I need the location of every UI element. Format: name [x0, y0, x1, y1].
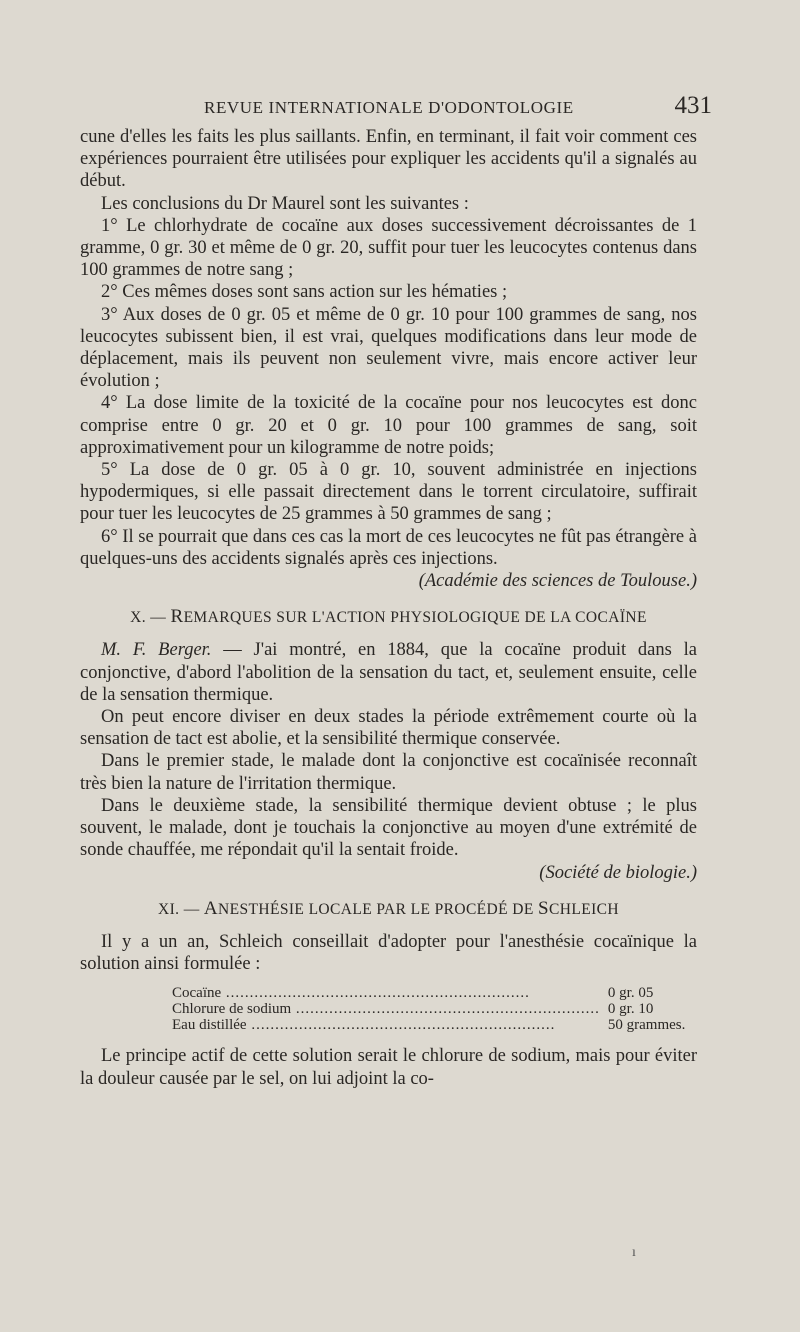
conclusion-item: 5° La dose de 0 gr. 05 à 0 gr. 10, souvent administrée en injections hypodermiques, si elle passait directement dans le torrent circulatoire, suffirait pour tuer les leucocytes de 25 grammes à 50 grammes de sang ;: [80, 460, 697, 525]
paragraph: Le principe actif de cette solution serait le chlorure de sodium, mais pour éviter la douleur causée par le sel, on lui adjoint la co-: [80, 1046, 697, 1089]
paragraph: On peut encore diviser en deux stades la période extrêmement courte où la sensation de tact est abolie, et la sensibilité thermique conservée.: [80, 707, 697, 750]
heading-text: NESTHÉSIE LOCALE PAR LE PROCÉDÉ DE: [218, 900, 539, 918]
formula-row: [172, 1001, 685, 1017]
formula-row: [172, 985, 685, 1001]
conclusion-item: 6° Il se pourrait que dans ces cas la mort de ces leucocytes ne fût pas étrangère à quelques-uns des accidents signalés après ces injections.: [80, 526, 697, 569]
paragraph: cune d'elles les faits les plus saillants. Enfin, en terminant, il fait voir comment ces expériences pourraient être utilisées pour expliquer les accidents qu'il a signalés au début.: [80, 127, 697, 192]
paragraph: Les conclusions du Dr Maurel sont les suivantes :: [101, 193, 469, 214]
paragraph: [80, 639, 697, 706]
speaker-name: M. F. Berger.: [101, 640, 212, 661]
page-number: 431: [674, 92, 712, 119]
ingredient-quantity: 0 gr. 05: [607, 985, 654, 1002]
formula-row: [172, 1017, 685, 1033]
section-heading-x: [80, 606, 697, 629]
conclusion-item: 1° Le chlorhydrate de cocaïne aux doses successivement décroissantes de 1 gramme, 0 gr. 30 et même de 0 gr. 20, suffit pour tuer les leucocytes contenus dans 100 grammes de notre sang ;: [80, 215, 697, 281]
conclusion-item: 3° Aux doses de 0 gr. 05 et même de 0 gr. 10 pour 100 grammes de sang, nos leucocytes subissent bien, il est vrai, quelques modifications dans leur mode de déplacement, mais ils peuvent non seulement vivre, mais encore activer leur évolution ;: [80, 304, 697, 392]
running-header: [204, 92, 712, 120]
heading-initial: R: [170, 606, 184, 628]
section-number: XI. —: [158, 900, 200, 918]
page-body: [80, 126, 697, 1090]
paragraph: Dans le deuxième stade, la sensibilité thermique devient obtuse ; le plus souvent, le malade, dont je touchais la conjonctive au moyen d'une extrémité de sonde chauffée, me répondait qu'il la sentait froide.: [80, 795, 697, 861]
ingredient-quantity: 50 grammes.: [607, 1017, 686, 1034]
heading-initial: A: [203, 897, 219, 919]
paragraph-text: — J'ai montré, en 1884, que la cocaïne produit dans la conjonctive, d'abord l'abolition de la sensation du tact, et, seulement ensuite, celle de la sensation thermique.: [80, 640, 697, 705]
ingredient-name: Cocaïne .....: [172, 985, 600, 1001]
heading-text: EMARQUES SUR L'ACTION PHYSIOLOGIQUE DE LA COCAÏNE: [183, 609, 647, 627]
ink-mark: ı: [632, 1245, 636, 1260]
section-number: X. —: [130, 609, 167, 627]
journal-title: REVUE INTERNATIONALE D'ODONTOLOGIE: [204, 98, 574, 117]
source-citation: (Société de biologie.): [539, 862, 697, 883]
section-heading-xi: [80, 898, 697, 921]
conclusion-item: 2° Ces mêmes doses sont sans action sur les hématies ;: [101, 282, 508, 303]
paragraph: Dans le premier stade, le malade dont la conjonctive est cocaïnisée reconnaît très bien la nature de l'irritation thermique.: [80, 751, 697, 794]
heading-text: CHLEICH: [549, 900, 619, 918]
source-citation: (Académie des sciences de Toulouse.): [418, 571, 697, 592]
ingredient-quantity: 0 gr. 10: [607, 1001, 654, 1018]
heading-initial: S: [538, 897, 549, 919]
conclusion-item: 4° La dose limite de la toxicité de la cocaïne pour nos leucocytes est donc comprise entre 0 gr. 20 et 0 gr. 10 pour 100 grammes de sang, soit approximativement pour un kilogramme de notre poids;: [80, 393, 697, 458]
ingredient-name: Chlorure de sodium .....: [172, 1001, 600, 1017]
ingredient-name: Eau distillée .....: [172, 1017, 600, 1033]
paragraph: Il y a un an, Schleich conseillait d'adopter pour l'anesthésie cocaïnique la solution ainsi formulée :: [80, 931, 697, 975]
formula-table: [172, 985, 685, 1033]
